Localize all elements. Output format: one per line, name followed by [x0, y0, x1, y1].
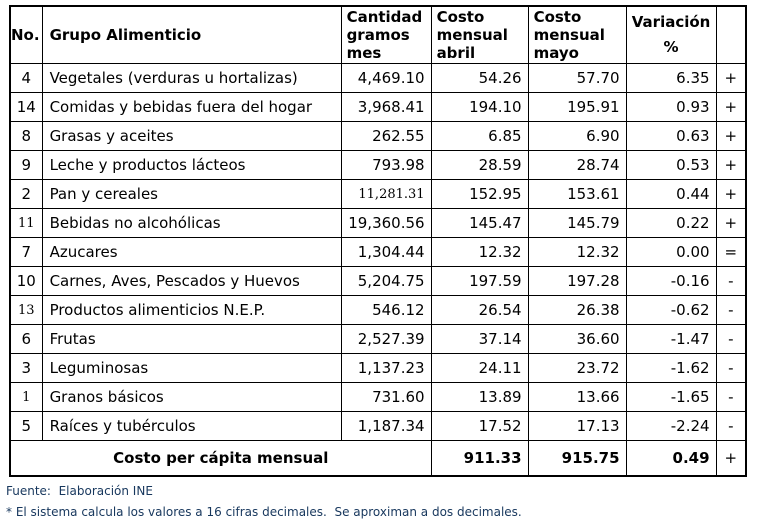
may-cost: 17.13	[528, 412, 626, 441]
april-cost: 24.11	[431, 354, 528, 383]
totals-row	[10, 441, 746, 477]
header-variacion-word: Variación	[631, 12, 711, 31]
row-number: 1	[10, 383, 42, 412]
row-number: 7	[10, 238, 42, 267]
header-abril: Costo mensual abril	[431, 6, 528, 64]
header-no: No.	[10, 6, 42, 64]
april-cost: 197.59	[431, 267, 528, 296]
variation-pct: 0.93	[626, 93, 716, 122]
table-row	[10, 325, 746, 354]
may-cost: 28.74	[528, 151, 626, 180]
food-group-name: Pan y cereales	[42, 180, 341, 209]
food-group-name: Bebidas no alcohólicas	[42, 209, 341, 238]
food-group-name: Raíces y tubérculos	[42, 412, 341, 441]
food-group-name: Leguminosas	[42, 354, 341, 383]
header-percent-sign: %	[663, 38, 679, 56]
grams-per-month: 11,281.31	[341, 180, 431, 209]
totals-label: Costo per cápita mensual	[10, 441, 431, 477]
row-number: 11	[10, 209, 42, 238]
row-number: 5	[10, 412, 42, 441]
grams-per-month: 1,304.44	[341, 238, 431, 267]
table-row	[10, 64, 746, 93]
may-cost: 197.28	[528, 267, 626, 296]
trend-sign: +	[716, 64, 746, 93]
variation-pct: -2.24	[626, 412, 716, 441]
food-group-name: Carnes, Aves, Pescados y Huevos	[42, 267, 341, 296]
table-row	[10, 93, 746, 122]
variation-pct: 0.00	[626, 238, 716, 267]
may-cost: 145.79	[528, 209, 626, 238]
table-row	[10, 296, 746, 325]
grams-per-month: 2,527.39	[341, 325, 431, 354]
grams-per-month: 19,360.56	[341, 209, 431, 238]
trend-sign: -	[716, 412, 746, 441]
may-cost: 12.32	[528, 238, 626, 267]
table-row	[10, 151, 746, 180]
may-cost: 153.61	[528, 180, 626, 209]
table-row	[10, 122, 746, 151]
trend-sign: +	[716, 93, 746, 122]
header-sign	[716, 6, 746, 64]
row-number: 8	[10, 122, 42, 151]
table-footer	[10, 441, 746, 477]
totals-may: 915.75	[528, 441, 626, 477]
may-cost: 26.38	[528, 296, 626, 325]
variation-pct: -0.62	[626, 296, 716, 325]
grams-per-month: 3,968.41	[341, 93, 431, 122]
table-body	[10, 64, 746, 441]
variation-pct: -1.62	[626, 354, 716, 383]
table-row	[10, 267, 746, 296]
grams-per-month: 262.55	[341, 122, 431, 151]
decimals-note: * El sistema calcula los valores a 16 cifras decimales. Se aproximan a dos decimales.	[6, 505, 522, 519]
may-cost: 195.91	[528, 93, 626, 122]
trend-sign: +	[716, 209, 746, 238]
header-mayo: Costo mensual mayo	[528, 6, 626, 64]
april-cost: 26.54	[431, 296, 528, 325]
header-cantidad: Cantidad gramos mes	[341, 6, 431, 64]
april-cost: 194.10	[431, 93, 528, 122]
april-cost: 6.85	[431, 122, 528, 151]
table-header	[10, 6, 746, 64]
april-cost: 17.52	[431, 412, 528, 441]
food-group-name: Leche y productos lácteos	[42, 151, 341, 180]
row-number: 6	[10, 325, 42, 354]
source-note: Fuente: Elaboración INE	[6, 484, 153, 498]
trend-sign: -	[716, 267, 746, 296]
food-group-name: Frutas	[42, 325, 341, 354]
table-row	[10, 180, 746, 209]
food-group-name: Comidas y bebidas fuera del hogar	[42, 93, 341, 122]
row-number: 9	[10, 151, 42, 180]
row-number: 3	[10, 354, 42, 383]
may-cost: 6.90	[528, 122, 626, 151]
grams-per-month: 546.12	[341, 296, 431, 325]
may-cost: 57.70	[528, 64, 626, 93]
grams-per-month: 4,469.10	[341, 64, 431, 93]
may-cost: 23.72	[528, 354, 626, 383]
may-cost: 13.66	[528, 383, 626, 412]
trend-sign: =	[716, 238, 746, 267]
food-group-name: Vegetales (verduras u hortalizas)	[42, 64, 341, 93]
trend-sign: -	[716, 383, 746, 412]
row-number: 2	[10, 180, 42, 209]
april-cost: 13.89	[431, 383, 528, 412]
food-cost-table	[9, 5, 747, 477]
header-group: Grupo Alimenticio	[42, 6, 341, 64]
totals-sign: +	[716, 441, 746, 477]
header-row	[10, 6, 746, 64]
table-row	[10, 412, 746, 441]
april-cost: 54.26	[431, 64, 528, 93]
table-row	[10, 238, 746, 267]
variation-pct: -1.65	[626, 383, 716, 412]
row-number: 4	[10, 64, 42, 93]
trend-sign: +	[716, 122, 746, 151]
trend-sign: -	[716, 296, 746, 325]
grams-per-month: 793.98	[341, 151, 431, 180]
grams-per-month: 731.60	[341, 383, 431, 412]
grams-per-month: 1,187.34	[341, 412, 431, 441]
variation-pct: 0.22	[626, 209, 716, 238]
row-number: 14	[10, 93, 42, 122]
april-cost: 12.32	[431, 238, 528, 267]
grams-per-month: 5,204.75	[341, 267, 431, 296]
grams-per-month: 1,137.23	[341, 354, 431, 383]
food-group-name: Granos básicos	[42, 383, 341, 412]
trend-sign: -	[716, 325, 746, 354]
variation-pct: 0.53	[626, 151, 716, 180]
totals-april: 911.33	[431, 441, 528, 477]
variation-pct: 0.63	[626, 122, 716, 151]
variation-pct: -1.47	[626, 325, 716, 354]
trend-sign: +	[716, 180, 746, 209]
food-group-name: Productos alimenticios N.E.P.	[42, 296, 341, 325]
table-row	[10, 209, 746, 238]
row-number: 13	[10, 296, 42, 325]
april-cost: 28.59	[431, 151, 528, 180]
row-number: 10	[10, 267, 42, 296]
food-group-name: Grasas y aceites	[42, 122, 341, 151]
april-cost: 37.14	[431, 325, 528, 354]
table-row	[10, 354, 746, 383]
trend-sign: +	[716, 151, 746, 180]
table-row	[10, 383, 746, 412]
variation-pct: -0.16	[626, 267, 716, 296]
totals-variation: 0.49	[626, 441, 716, 477]
food-group-name: Azucares	[42, 238, 341, 267]
header-variacion	[626, 6, 716, 64]
april-cost: 145.47	[431, 209, 528, 238]
variation-pct: 6.35	[626, 64, 716, 93]
may-cost: 36.60	[528, 325, 626, 354]
april-cost: 152.95	[431, 180, 528, 209]
trend-sign: -	[716, 354, 746, 383]
variation-pct: 0.44	[626, 180, 716, 209]
